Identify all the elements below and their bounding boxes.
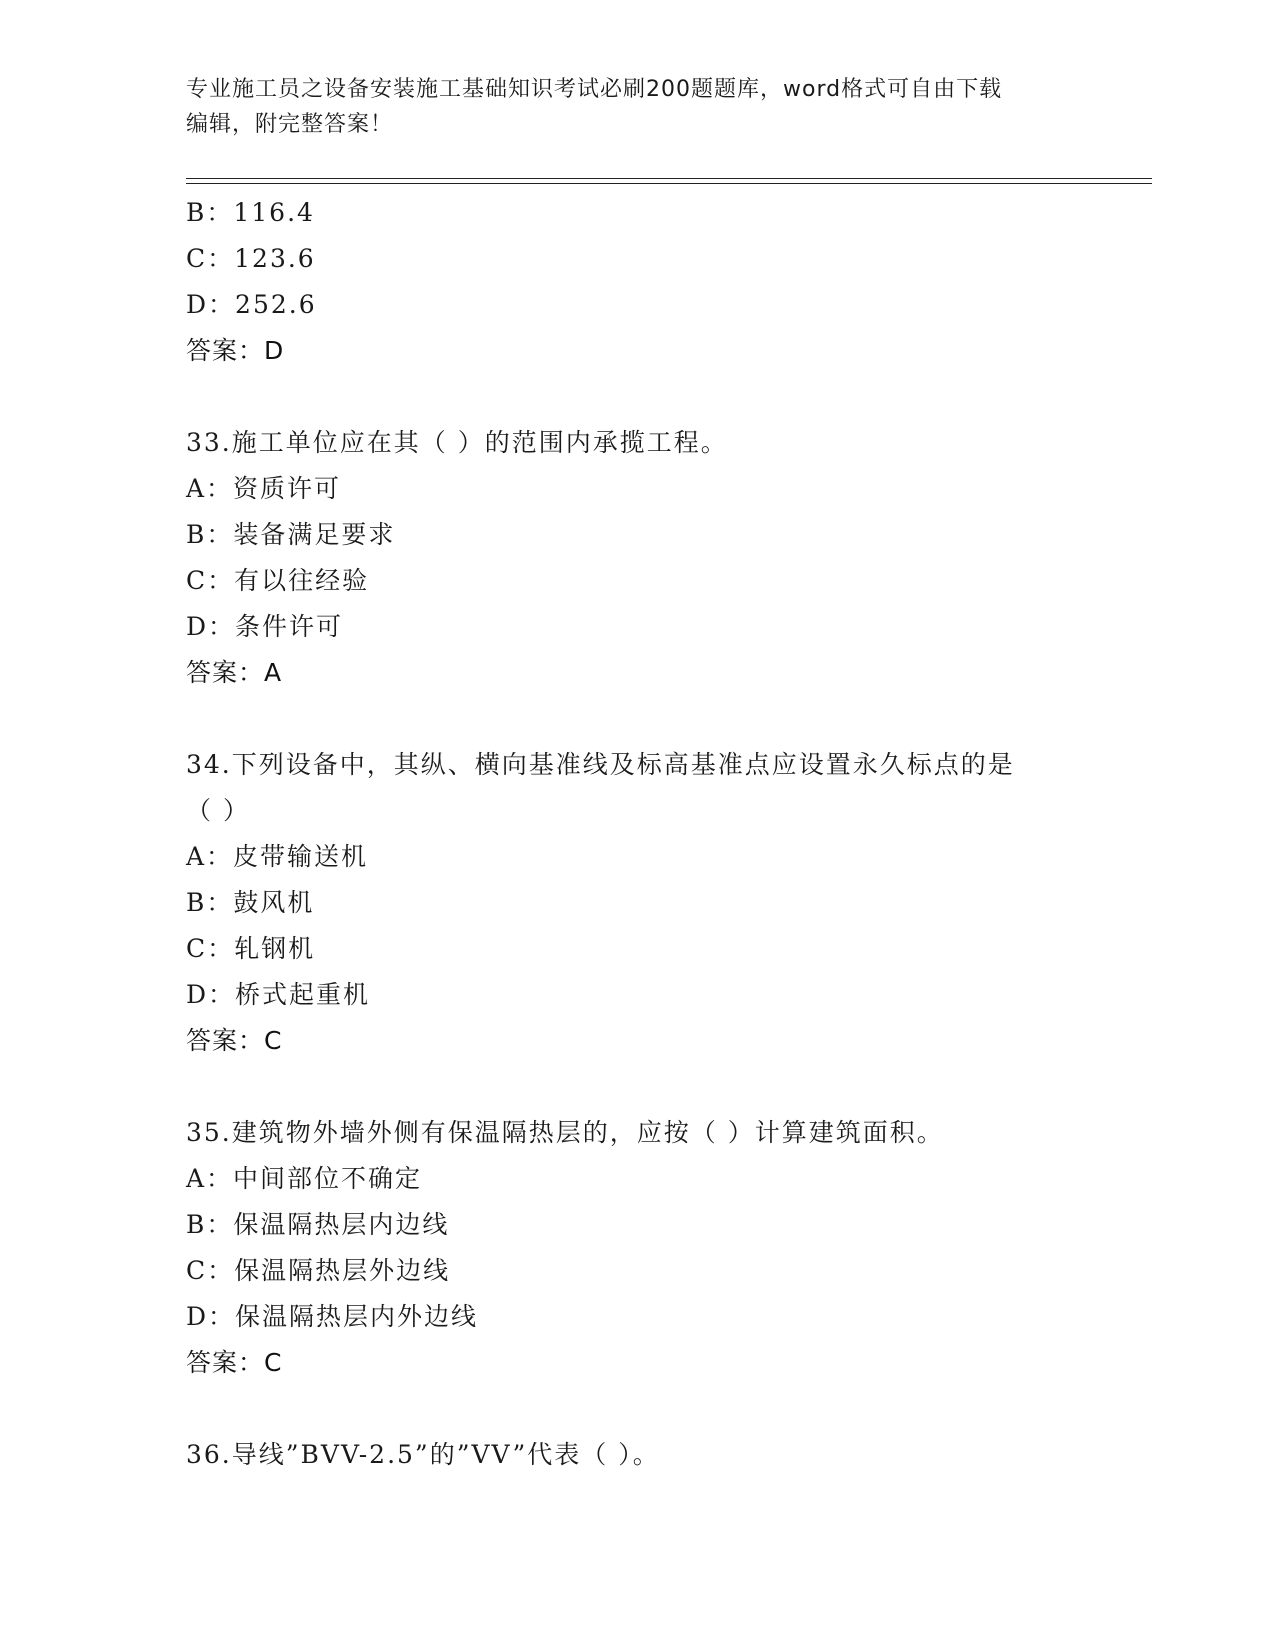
spacer bbox=[186, 1064, 1152, 1110]
option-c: C：123.6 bbox=[186, 244, 316, 273]
question-block-36 bbox=[186, 1432, 1152, 1478]
option-c: C：保温隔热层外边线 bbox=[186, 1256, 451, 1285]
header-line-2: 编辑，附完整答案！ bbox=[186, 112, 394, 137]
document-header bbox=[186, 72, 1086, 142]
option-b: B：鼓风机 bbox=[186, 888, 315, 917]
option-c: C：轧钢机 bbox=[186, 934, 316, 963]
answer-line: 答案：D bbox=[186, 336, 285, 365]
option-d: D：保温隔热层内外边线 bbox=[186, 1302, 479, 1331]
option-d: D：252.6 bbox=[186, 290, 317, 319]
header-line-1: 专业施工员之设备安装施工基础知识考试必刷200题题库，word格式可自由下载 bbox=[186, 77, 1003, 102]
question-block-partial bbox=[186, 190, 1152, 374]
answer-line: 答案：C bbox=[186, 1348, 283, 1377]
option-b: B：装备满足要求 bbox=[186, 520, 396, 549]
header-divider-top bbox=[186, 178, 1152, 179]
option-d: D：桥式起重机 bbox=[186, 980, 371, 1009]
question-list bbox=[186, 190, 1152, 1478]
question-stem: 36.导线”BVV-2.5”的”VV”代表（ ）。 bbox=[186, 1440, 660, 1469]
option-d: D：条件许可 bbox=[186, 612, 344, 641]
spacer bbox=[186, 696, 1152, 742]
option-a: A：资质许可 bbox=[186, 474, 342, 503]
spacer bbox=[186, 1386, 1152, 1432]
option-b: B：保温隔热层内边线 bbox=[186, 1210, 450, 1239]
question-stem: 35.建筑物外墙外侧有保温隔热层的，应按（ ）计算建筑面积。 bbox=[186, 1118, 944, 1147]
option-a: A：中间部位不确定 bbox=[186, 1164, 423, 1193]
question-stem: 34.下列设备中，其纵、横向基准线及标高基准点应设置永久标点的是 bbox=[186, 750, 1015, 779]
question-block-33 bbox=[186, 420, 1152, 696]
question-stem-continuation: （ ） bbox=[186, 796, 250, 825]
option-a: A：皮带输送机 bbox=[186, 842, 369, 871]
spacer bbox=[186, 374, 1152, 420]
option-c: C：有以往经验 bbox=[186, 566, 370, 595]
answer-line: 答案：A bbox=[186, 658, 283, 687]
question-block-34 bbox=[186, 742, 1152, 1064]
answer-line: 答案：C bbox=[186, 1026, 283, 1055]
option-b: B：116.4 bbox=[186, 198, 315, 227]
question-block-35 bbox=[186, 1110, 1152, 1386]
header-divider-bottom bbox=[186, 183, 1152, 184]
question-stem: 33.施工单位应在其（ ）的范围内承揽工程。 bbox=[186, 428, 728, 457]
